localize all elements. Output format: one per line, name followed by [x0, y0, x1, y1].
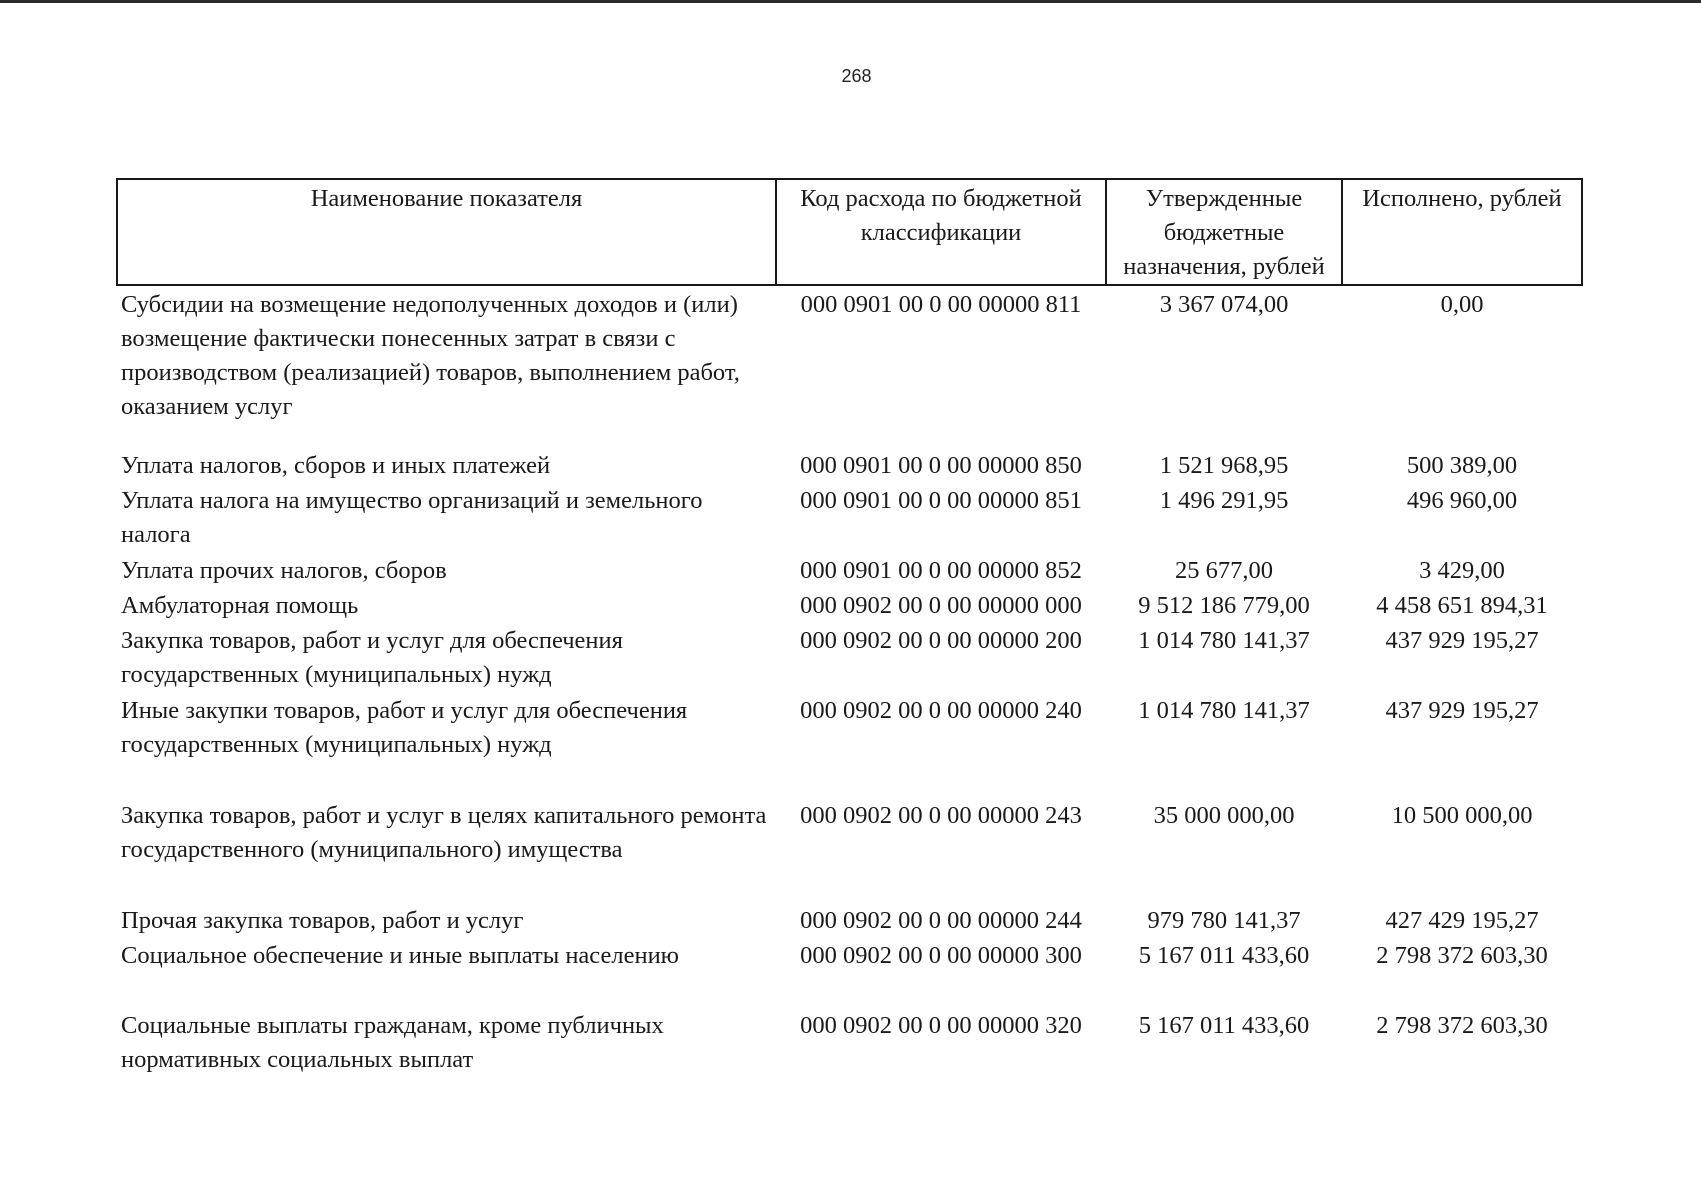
row-code: 000 0902 00 0 00 00000 200 [800, 627, 1082, 654]
table-row [117, 624, 1582, 694]
row-name: Амбулаторная помощь [121, 592, 359, 619]
row-executed: 10 500 000,00 [1391, 802, 1533, 829]
row-executed: 2 798 372 603,30 [1376, 942, 1548, 969]
table-row [117, 484, 1582, 554]
row-executed: 437 929 195,27 [1385, 627, 1539, 654]
row-approved: 5 167 011 433,60 [1138, 942, 1310, 969]
header-code: Код расхода по бюджетной классификации [776, 179, 1106, 285]
row-executed: 4 458 651 894,31 [1376, 592, 1548, 619]
row-code: 000 0901 00 0 00 00000 851 [800, 487, 1082, 514]
row-name: Уплата налогов, сборов и иных платежей [121, 452, 551, 479]
table-row [117, 554, 1582, 589]
header-approved: Утвержденные бюджетные назначения, рублей [1106, 179, 1342, 285]
row-approved: 25 677,00 [1175, 557, 1273, 584]
row-approved: 35 000 000,00 [1153, 802, 1295, 829]
table-row [117, 694, 1582, 799]
row-name: Прочая закупка товаров, работ и услуг [121, 907, 524, 934]
row-approved: 5 167 011 433,60 [1138, 1012, 1310, 1039]
header-row [117, 179, 1582, 285]
table-header [117, 179, 1582, 285]
header-executed: Исполнено, рублей [1342, 179, 1582, 285]
row-approved: 1 014 780 141,37 [1138, 697, 1310, 724]
row-code: 000 0901 00 0 00 00000 811 [800, 291, 1082, 318]
row-executed: 3 429,00 [1419, 557, 1505, 584]
table-row [117, 904, 1582, 939]
table-row [117, 285, 1582, 449]
page-number: 268 [841, 66, 872, 86]
budget-execution-table [116, 178, 1583, 1079]
row-approved: 1 521 968,95 [1159, 452, 1289, 479]
row-approved: 9 512 186 779,00 [1138, 592, 1310, 619]
row-executed: 0,00 [1440, 291, 1484, 318]
row-executed: 2 798 372 603,30 [1376, 1012, 1548, 1039]
row-code: 000 0901 00 0 00 00000 850 [800, 452, 1082, 479]
row-code: 000 0902 00 0 00 00000 000 [800, 592, 1082, 619]
row-executed: 500 389,00 [1406, 452, 1518, 479]
table-row [117, 1009, 1582, 1079]
row-code: 000 0902 00 0 00 00000 243 [800, 802, 1082, 829]
row-approved: 1 496 291,95 [1159, 487, 1289, 514]
row-code: 000 0902 00 0 00 00000 244 [800, 907, 1082, 934]
row-code: 000 0902 00 0 00 00000 240 [800, 697, 1082, 724]
row-name: Закупка товаров, работ и услуг в целях капитального ремонта государственного (муниципального) имущества [121, 802, 767, 863]
table-row [117, 799, 1582, 904]
row-name: Субсидии на возмещение недополученных доходов и (или) возмещение фактически понесенных затрат в связи с производством (реализацией) товаров, выполнением работ, оказанием услуг [121, 291, 740, 420]
row-executed: 496 960,00 [1406, 487, 1518, 514]
row-approved: 3 367 074,00 [1159, 291, 1289, 318]
row-name: Социальное обеспечение и иные выплаты населению [121, 942, 679, 969]
table-row [117, 589, 1582, 624]
row-code: 000 0902 00 0 00 00000 320 [800, 1012, 1082, 1039]
row-code: 000 0901 00 0 00 00000 852 [800, 557, 1082, 584]
table-body [117, 285, 1582, 1079]
row-name: Уплата прочих налогов, сборов [121, 557, 447, 584]
row-executed: 437 929 195,27 [1385, 697, 1539, 724]
row-approved: 979 780 141,37 [1147, 907, 1301, 934]
header-name: Наименование показателя [117, 179, 776, 285]
row-name: Социальные выплаты гражданам, кроме публичных нормативных социальных выплат [121, 1012, 664, 1073]
row-code: 000 0902 00 0 00 00000 300 [800, 942, 1082, 969]
table-row [117, 939, 1582, 1009]
row-name: Закупка товаров, работ и услуг для обеспечения государственных (муниципальных) нужд [121, 627, 623, 688]
page-top-rule [0, 0, 1701, 3]
row-name: Иные закупки товаров, работ и услуг для обеспечения государственных (муниципальных) нужд [121, 697, 688, 758]
row-name: Уплата налога на имущество организаций и земельного налога [121, 487, 703, 548]
row-executed: 427 429 195,27 [1385, 907, 1539, 934]
row-approved: 1 014 780 141,37 [1138, 627, 1310, 654]
table-row [117, 449, 1582, 484]
